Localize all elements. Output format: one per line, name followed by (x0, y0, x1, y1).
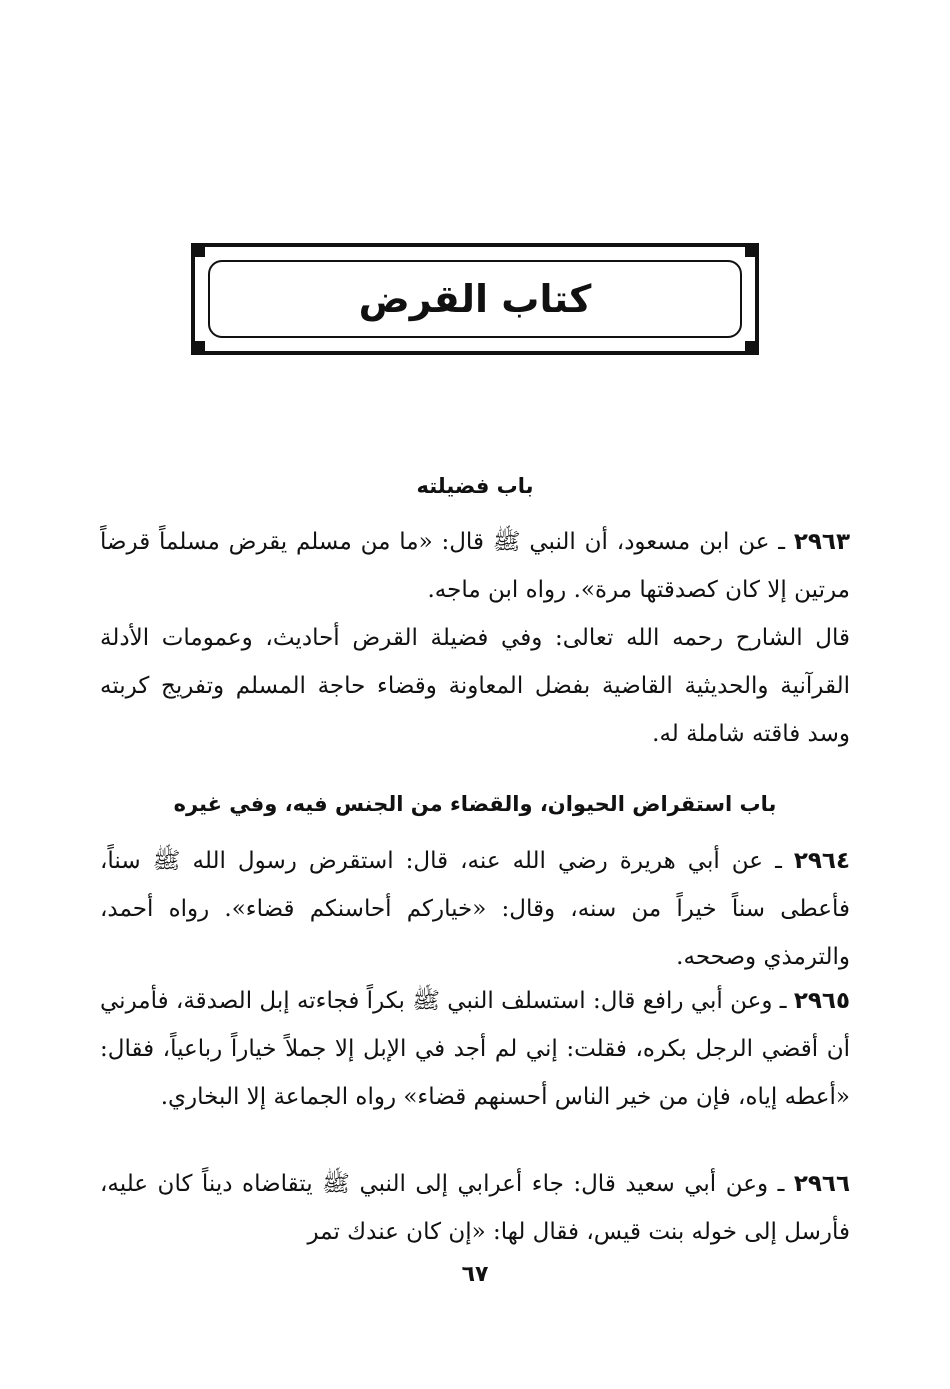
hadith-text: ـ وعن أبي رافع قال: استسلف النبي ﷺ بكراً فجاءته إبل الصدقة، فأمرني أن أقضي الرجل بكره، فقلت: إني لم أجد في الإبل إلا جملاً خياراً رباعياً، فقال: «أعطه إياه، فإن من خير الناس أحسنهم قضاء» رواه الجماعة إلا البخاري. (100, 988, 850, 1110)
hadith-number: ٢٩٦٦ (793, 1171, 850, 1197)
section-heading-virtue: باب فضيلته (416, 474, 534, 498)
book-title: كتاب القرض (358, 277, 592, 321)
hadith-number: ٢٩٦٤ (793, 848, 850, 874)
section-heading-animal-loan: باب استقراض الحيوان، والقضاء من الجنس فيه، وفي غيره (173, 792, 777, 816)
hadith-text: ـ عن ابن مسعود، أن النبي ﷺ قال: «ما من مسلم يقرض مسلماً قرضاً مرتين إلا كان كصدقتها مرة». رواه ابن ماجه. (100, 529, 850, 603)
hadith-2965 (100, 977, 850, 1121)
book-title-inner-frame (208, 260, 742, 338)
hadith-number: ٢٩٦٥ (793, 988, 850, 1014)
book-title-frame (191, 243, 759, 355)
hadith-text: ـ عن أبي هريرة رضي الله عنه، قال: استقرض رسول الله ﷺ سناً، فأعطى سناً خيراً من سنه، وقال: «خياركم أحاسنكم قضاء». رواه أحمد، والترمذي وصححه. (100, 848, 850, 970)
frame-corner-ornament (745, 245, 757, 257)
hadith-2964 (100, 837, 850, 981)
frame-corner-ornament (193, 341, 205, 353)
frame-corner-ornament (745, 341, 757, 353)
hadith-2963 (100, 518, 850, 614)
commentary-paragraph: قال الشارح رحمه الله تعالى: وفي فضيلة القرض أحاديث، وعمومات الأدلة القرآنية والحديثية القاضية بفضل المعاونة وقضاء حاجة المسلم وتفريج كربته وسد فاقته شاملة له. (100, 625, 850, 747)
page-number: ٦٧ (461, 1262, 489, 1287)
hadith-number: ٢٩٦٣ (793, 529, 850, 555)
frame-corner-ornament (193, 245, 205, 257)
hadith-2966 (100, 1160, 850, 1256)
hadith-text: ـ وعن أبي سعيد قال: جاء أعرابي إلى النبي ﷺ يتقاضاه ديناً كان عليه، فأرسل إلى خوله بنت قيس، فقال لها: «إن كان عندك تمر (100, 1171, 850, 1245)
